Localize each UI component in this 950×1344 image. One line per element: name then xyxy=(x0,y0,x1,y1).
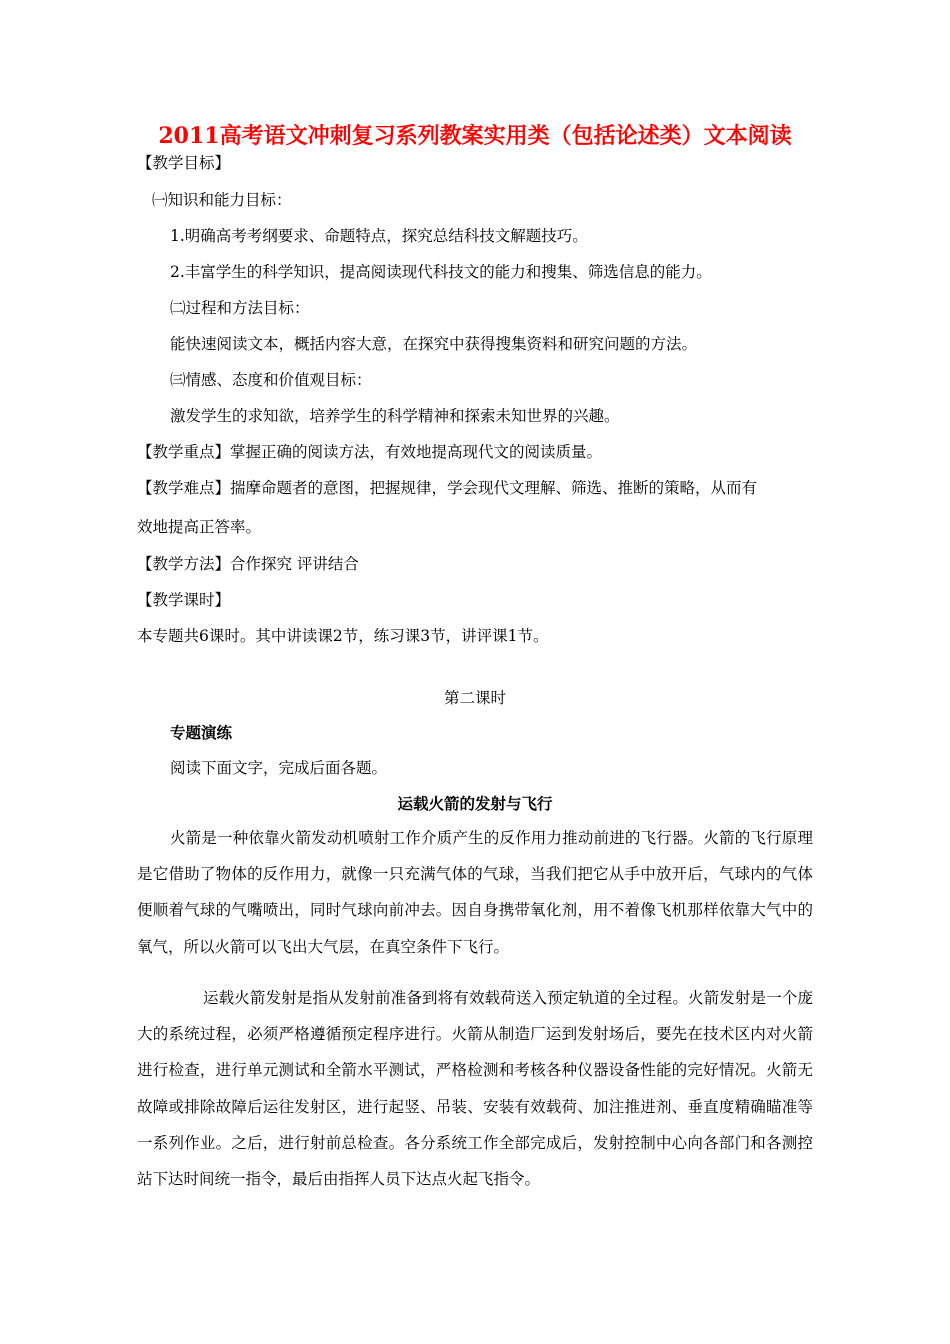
article-paragraph-1: 火箭是一种依靠火箭发动机喷射工作介质产生的反作用力推动前进的飞行器。火箭的飞行原理是它借助了物体的反作用力，就像一只充满气体的气球，当我们把它从手中放开后，气球内的气体便顺着气球的气嘴喷出，同时气球向前冲去。因自身携带氧化剂，用不着像飞机那样依靠大气中的氧气，所以火箭可以飞出大气层，在真空条件下飞行。 xyxy=(137,829,813,956)
emotion-attitude-text: 激发学生的求知欲，培养学生的科学精神和探索未知世界的兴趣。 xyxy=(170,407,620,425)
article-title: 运载火箭的发射与飞行 xyxy=(397,795,553,813)
objective-item-2: 2.丰富学生的科学知识，提高阅读现代科技文的能力和搜集、筛选信息的能力。 xyxy=(170,263,712,281)
article-paragraph-2: 运载火箭发射是指从发射前准备到将有效载荷送入预定轨道的全过程。火箭发射是一个庞大的系统过程，必须严格遵循预定程序进行。火箭从制造厂运到发射场后，要先在技术区内对火箭进行检查，进行单元测试和全箭水平测试，严格检测和考核各种仪器设备性能的完好情况。火箭无故障或排除故障后运往发射区，进行起竖、吊装、安装有效载荷、加注推进剂、垂直度精确瞄准等一系列作业。之后，进行射前总检查。各分系统工作全部完成后，发射控制中心向各部门和各测控站下达时间统一指令，最后由指挥人员下达点火起飞指令。 xyxy=(137,989,813,1189)
reading-instruction: 阅读下面文字，完成后面各题。 xyxy=(170,759,388,777)
teaching-difficulty-line-1: 【教学难点】揣摩命题者的意图，把握规律，学会现代文理解、筛选、推断的策略，从而有 xyxy=(137,479,758,497)
process-method-heading: ㈡过程和方法目标： xyxy=(170,299,310,317)
process-method-text: 能快速阅读文本，概括内容大意，在探究中获得搜集资料和研究问题的方法。 xyxy=(170,335,698,353)
teaching-method: 【教学方法】合作探究 评讲结合 xyxy=(137,555,359,573)
teaching-difficulty-line-2: 效地提高正答率。 xyxy=(137,518,262,536)
teaching-hours-heading: 【教学课时】 xyxy=(137,591,231,609)
teaching-hours-text: 本专题共6课时。其中讲读课2节，练习课3节，讲评课1节。 xyxy=(137,627,549,645)
objectives-heading: 【教学目标】 xyxy=(137,154,231,172)
objective-item-1: 1.明确高考考纲要求、命题特点，探究总结科技文解题技巧。 xyxy=(170,227,588,245)
teaching-key-point: 【教学重点】掌握正确的阅读方法，有效地提高现代文的阅读质量。 xyxy=(137,443,603,461)
emotion-attitude-heading: ㈢情感、态度和价值观目标： xyxy=(170,371,372,389)
document-title: 2011高考语文冲刺复习系列教案实用类（包括论述类）文本阅读 xyxy=(158,123,792,149)
practice-heading: 专题演练 xyxy=(170,724,233,742)
lesson-title: 第二课时 xyxy=(443,689,506,707)
knowledge-ability-heading: ㈠知识和能力目标： xyxy=(152,191,292,209)
